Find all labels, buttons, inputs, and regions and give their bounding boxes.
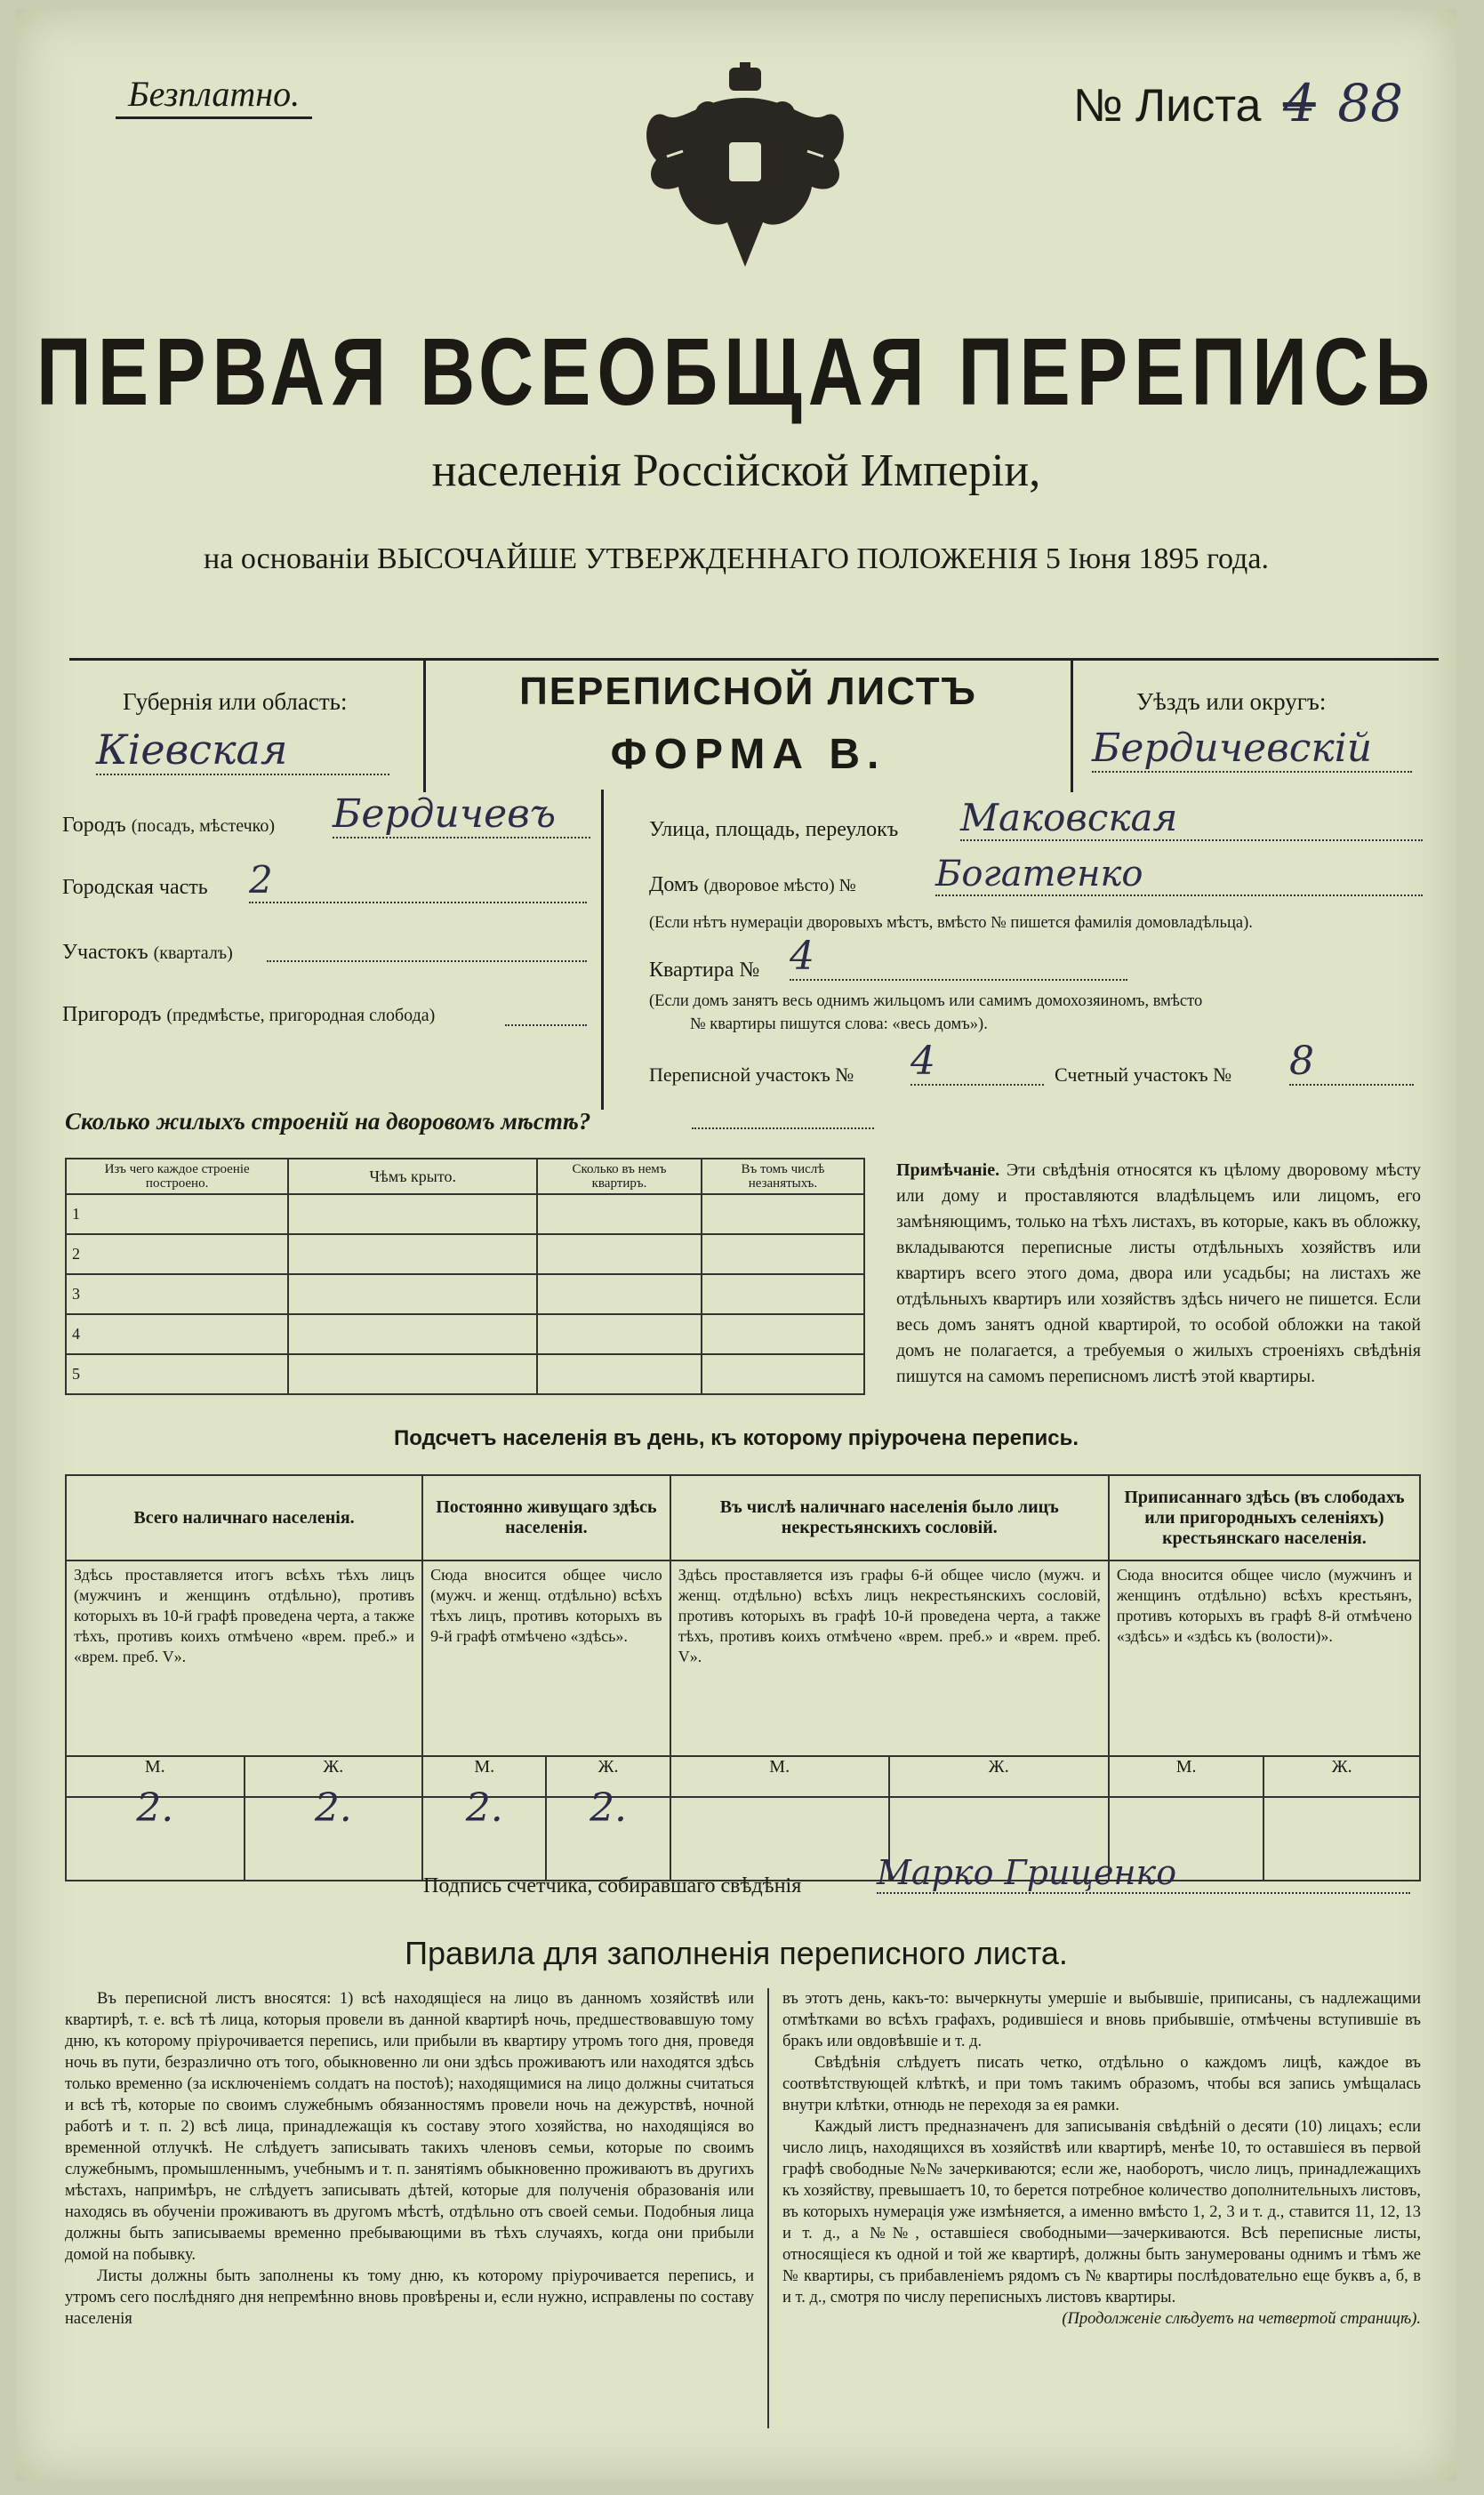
buildings-cell[interactable]	[702, 1354, 864, 1394]
free-label: Безплатно.	[116, 73, 312, 119]
summary-head-total: Всего наличнаго населенія.	[66, 1475, 422, 1560]
summary-peasant-m-label: М.	[1109, 1756, 1264, 1797]
signature-label: Подпись счетчика, собиравшаго свѣдѣнія	[423, 1874, 802, 1897]
district-label: Уѣздъ или округъ:	[1136, 688, 1327, 715]
summary-total-f-value[interactable]: 2.	[245, 1797, 423, 1881]
rules-left-column	[65, 1988, 754, 2330]
buildings-row-label: 1	[66, 1194, 288, 1234]
header-rule-left	[69, 658, 423, 661]
summary-total-f-label: Ж.	[245, 1756, 423, 1797]
summary-head-non-peasant: Въ числѣ наличнаго населенія было лицъ некрестьянскихъ сословій.	[670, 1475, 1109, 1560]
buildings-cell[interactable]	[702, 1314, 864, 1354]
summary-non-peasant-f-label: Ж.	[889, 1756, 1109, 1797]
buildings-note	[896, 1158, 1421, 1390]
summary-title: Подсчетъ населенія въ день, къ которому пріурочена перепись.	[394, 1426, 1079, 1450]
city-part-field[interactable]: 2	[249, 858, 587, 903]
summary-head-permanent: Постоянно живущаго здѣсь населенія.	[422, 1475, 670, 1560]
population-summary-table	[65, 1474, 1421, 1881]
note-heading: Примѣчаніе.	[896, 1160, 1000, 1180]
buildings-row-label: 2	[66, 1234, 288, 1274]
census-district-label: Переписной участокъ №	[649, 1063, 854, 1086]
house-field[interactable]: Богатенко	[935, 854, 1423, 896]
sheet-number-value: 88	[1337, 73, 1403, 133]
buildings-cell[interactable]	[537, 1314, 702, 1354]
apartment-label: Квартира №	[649, 959, 760, 982]
counting-district-field[interactable]: 8	[1289, 1039, 1414, 1086]
basis-line: на основаніи ВЫСОЧАЙШЕ УТВЕРЖДЕННАГО ПОЛОЖЕНІЯ 5 Іюня 1895 года.	[204, 542, 1269, 575]
header-rule-right	[1068, 658, 1439, 661]
buildings-col-roof: Чѣмъ крыто.	[288, 1159, 537, 1194]
census-district-field[interactable]: 4	[910, 1039, 1044, 1086]
form-title: ПЕРЕПИСНОЙ ЛИСТЪ	[519, 670, 977, 713]
city-label: Городъ	[62, 814, 126, 837]
house-note: (Если нѣтъ нумераціи дворовыхъ мѣстъ, вмѣсто № пишется фамилія домовладѣльца).	[649, 914, 1253, 932]
buildings-row-label: 4	[66, 1314, 288, 1354]
counting-district-label: Счетный участокъ №	[1055, 1063, 1232, 1086]
buildings-cell[interactable]	[702, 1234, 864, 1274]
summary-permanent-m-label: М.	[422, 1756, 546, 1797]
buildings-col-apartments: Сколько въ немъ квартиръ.	[537, 1159, 702, 1194]
form-title-box	[423, 658, 1073, 792]
form-header	[69, 658, 1439, 790]
city-row	[62, 814, 275, 838]
summary-head-peasant: Приписаннаго здѣсь (въ слободахъ или пригородныхъ селеніяхъ) крестьянскаго населенія.	[1109, 1475, 1420, 1560]
house-hint: (дворовое мѣсто) №	[703, 876, 856, 895]
buildings-cell[interactable]	[537, 1194, 702, 1234]
district-field[interactable]: Бердичевскій	[1092, 726, 1412, 773]
rules-paragraph: Листы должны быть заполнены къ тому дню, къ которому пріурочивается перепись, и утромъ сего послѣдняго дня непремѣнно вновь провѣрены и, если нужно, исправлены по составу населенія	[65, 2267, 754, 2328]
rules-divider	[767, 1988, 769, 2428]
buildings-col-vacant: Въ томъ числѣ незанятыхъ.	[702, 1159, 864, 1194]
buildings-cell[interactable]	[702, 1274, 864, 1314]
section-field[interactable]	[267, 960, 587, 962]
buildings-cell[interactable]	[288, 1194, 537, 1234]
double-headed-eagle-emblem	[630, 62, 861, 276]
sheet-number-crossed: 4	[1282, 73, 1316, 133]
form-type: ФОРМА В.	[610, 731, 886, 778]
apartment-field[interactable]: 4	[790, 934, 1127, 981]
buildings-cell[interactable]	[537, 1354, 702, 1394]
note-text: Эти свѣдѣнія относятся къ цѣлому дворовому мѣсту или дому и проставляются владѣльцемъ или лицомъ, его замѣняющимъ, только на тѣхъ листахъ, въ которые, какъ въ обложку, вкладываются переписные листы отдѣльныхъ хозяйствъ или квартиръ всего этого дома, двора или усадьбы; на листахъ же отдѣльныхъ квартиръ или хозяйствъ здѣсь ничего не пишется. Если весь домъ занятъ одной квартирой, то особой обложки на такой домъ не полагается, а требуемыя о жилыхъ строеніяхъ свѣдѣнія пишутся на самомъ переписномъ листѣ этой квартиры.	[896, 1160, 1421, 1386]
suburb-field[interactable]	[505, 1024, 587, 1026]
street-label: Улица, площадь, переулокъ	[649, 818, 899, 841]
main-title: ПЕРВАЯ ВСЕОБЩАЯ ПЕРЕПИСЬ	[36, 318, 1437, 426]
rules-continued: (Продолженіе слѣдуетъ на четвертой страницѣ).	[1062, 2310, 1421, 2328]
rules-paragraph: Свѣдѣнія слѣдуетъ писать четко, отдѣльно о каждомъ лицѣ, каждое въ соотвѣтствующей клѣткѣ, и при томъ такимъ образомъ, чтобы вся запись умѣщалась внутри клѣтки, отнюдь не переходя за ея рамки.	[782, 2054, 1421, 2114]
census-sheet	[16, 9, 1456, 2481]
section-label: Участокъ	[62, 941, 148, 964]
buildings-answer-field[interactable]	[692, 1127, 874, 1129]
sheet-number-label: № Листа	[1072, 80, 1262, 132]
section-row	[62, 941, 233, 965]
summary-permanent-f-value[interactable]: 2.	[546, 1797, 670, 1881]
house-label: Домъ	[649, 873, 699, 896]
buildings-cell[interactable]	[288, 1274, 537, 1314]
suburb-hint: (предмѣстье, пригородная слобода)	[166, 1006, 436, 1025]
rules-title: Правила для заполненія переписного листа.	[405, 1935, 1068, 1971]
city-hint: (посадъ, мѣстечко)	[131, 816, 276, 836]
city-field[interactable]: Бердичевъ	[333, 791, 590, 838]
summary-desc-peasant: Сюда вносится общее число (мужчинъ и женщинъ отдѣльно) всѣхъ крестьянъ, противъ которыхъ въ графѣ 8-й отмѣчено «здѣсь» и «здѣсь къ (волости)».	[1109, 1560, 1420, 1756]
buildings-row-label: 5	[66, 1354, 288, 1394]
apartment-note-1: (Если домъ занятъ весь однимъ жильцомъ или самимъ домохозяиномъ, вмѣсто	[649, 992, 1203, 1010]
street-field[interactable]: Маковская	[960, 796, 1423, 841]
buildings-row-label: 3	[66, 1274, 288, 1314]
summary-desc-non-peasant: Здѣсь проставляется изъ графы 6-й общее число (мужч. и женщ. отдѣльно) всѣхъ лицъ некрестьянскихъ сословій, противъ которыхъ въ графѣ 10-й проведена черта, а также тѣхъ, противъ коихъ отмѣчено «врем. преб.» и «врем. преб. V».	[670, 1560, 1109, 1756]
buildings-cell[interactable]	[537, 1274, 702, 1314]
apartment-note-2: № квартиры пишутся слова: «весь домъ»).	[690, 1015, 988, 1033]
section-hint: (кварталъ)	[153, 943, 233, 963]
buildings-col-material: Изъ чего каждое строеніе построено.	[66, 1159, 288, 1194]
rules-paragraph: въ этотъ день, какъ-то: вычеркнуты умершіе и выбывшіе, приписаны, съ надлежащими отмѣтками во всѣхъ графахъ, родившіеся и вновь прибывшіе, отмѣчены вступившіе въ бракъ или овдовѣвшіе и т. д.	[782, 1990, 1421, 2050]
rules-paragraph: Каждый листъ предназначенъ для записыванія свѣдѣній о десяти (10) лицахъ; если число лицъ, находящихся въ хозяйствѣ или квартирѣ, менѣе 10, то оставшіеся въ первой графѣ свободные №№ зачеркиваются; если же, наоборотъ, число лицъ, принадлежащихъ къ хозяйству, превышаетъ 10, то берется потребное количество дополнительныхъ листовъ, въ которыхъ нумерація уже измѣняется, а именно вмѣсто 1, 2, 3 и т. д., ставится 11, 12, 13 и т. д., а №№, оставшіеся свободными—зачеркиваются. Всѣ переписные листы, относящіеся къ одной и той же квартирѣ, должны быть занумерованы однимъ и тѣмъ же № квартиры, съ прибавленіемъ рядомъ съ № квартиры послѣдовательно еще буквъ а, б, в и т. д., смотря по числу переписныхъ листовъ квартиры.	[782, 2118, 1421, 2306]
rules-paragraph: Въ переписной листъ вносятся: 1) всѣ находящіеся на лицо въ данномъ хозяйствѣ или квартирѣ, т. е. всѣ тѣ лица, которыя провели въ данной квартирѣ ночь, предшествовавшую тому дню, къ которому пріурочивается перепись, или прибыли въ квартиру утромъ того дня, проведя ночь въ пути, безразлично отъ того, обыкновенно ли они здѣсь проживаютъ или находятся здѣсь только временно (за исключеніемъ солдатъ на постоѣ); находящимися на лицо должны считаться и всѣ тѣ, которые по своимъ служебнымъ обязанностямъ провели ночь на дежурствѣ, ночной работѣ и т. п. 2) всѣ лица, принадлежащія къ составу этого хозяйства, но находящіяся во временной отлучкѣ. Не слѣдуетъ записывать такихъ членовъ семьи, которые по своимъ служебнымъ, промышленнымъ, учебнымъ и т. п. занятіямъ обыкновенно проживаютъ въ другихъ мѣстахъ, напримѣръ, не слѣдуетъ записывать дѣтей, которые для полученія образованія или находясь въ обученіи проживаютъ въ другомъ мѣстѣ, отдѣльно отъ своей семьи. Подобныя лица должны быть записываемы временно пребывающими въ тѣхъ случаяхъ, когда они прибыли домой на побывку.	[65, 1990, 754, 2264]
sheet-number	[1073, 73, 1403, 133]
summary-non-peasant-m-label: М.	[670, 1756, 889, 1797]
summary-desc-total: Здѣсь проставляется итогъ всѣхъ тѣхъ лицъ (мужчинъ и женщинъ отдѣльно), противъ которыхъ въ 10-й графѣ проведена черта, а также тѣхъ, противъ коихъ отмѣчено «врем. преб.» и «врем. преб. V».	[66, 1560, 422, 1756]
city-part-label: Городская часть	[62, 876, 208, 899]
rules-right-column	[782, 1988, 1421, 2330]
summary-permanent-f-label: Ж.	[546, 1756, 670, 1797]
buildings-cell[interactable]	[537, 1234, 702, 1274]
summary-total-m-value[interactable]: 2.	[66, 1797, 245, 1881]
summary-desc-permanent: Сюда вносится общее число (мужч. и женщ. отдѣльно) всѣхъ тѣхъ лицъ, противъ которыхъ въ 9-й графѣ отмѣчено «здѣсь».	[422, 1560, 670, 1756]
buildings-cell[interactable]	[702, 1194, 864, 1234]
summary-total-m-label: М.	[66, 1756, 245, 1797]
address-divider	[601, 790, 604, 1110]
buildings-cell[interactable]	[288, 1234, 537, 1274]
suburb-label: Пригородъ	[62, 1003, 162, 1026]
province-field[interactable]: Кіевская	[96, 726, 389, 775]
province-label: Губернія или область:	[123, 688, 348, 715]
signature-field[interactable]: Марко Гриценко	[877, 1853, 1410, 1894]
subtitle: населенія Россійской Имперіи,	[431, 445, 1041, 496]
buildings-cell[interactable]	[288, 1354, 537, 1394]
summary-non-peasant-m-value[interactable]	[670, 1797, 889, 1881]
buildings-question: Сколько жилыхъ строеній на дворовомъ мѣстѣ?	[65, 1108, 591, 1135]
house-row	[649, 873, 856, 897]
suburb-row	[62, 1003, 435, 1027]
summary-permanent-m-value[interactable]: 2.	[422, 1797, 546, 1881]
summary-peasant-f-label: Ж.	[1263, 1756, 1420, 1797]
buildings-table	[65, 1158, 865, 1395]
buildings-cell[interactable]	[288, 1314, 537, 1354]
